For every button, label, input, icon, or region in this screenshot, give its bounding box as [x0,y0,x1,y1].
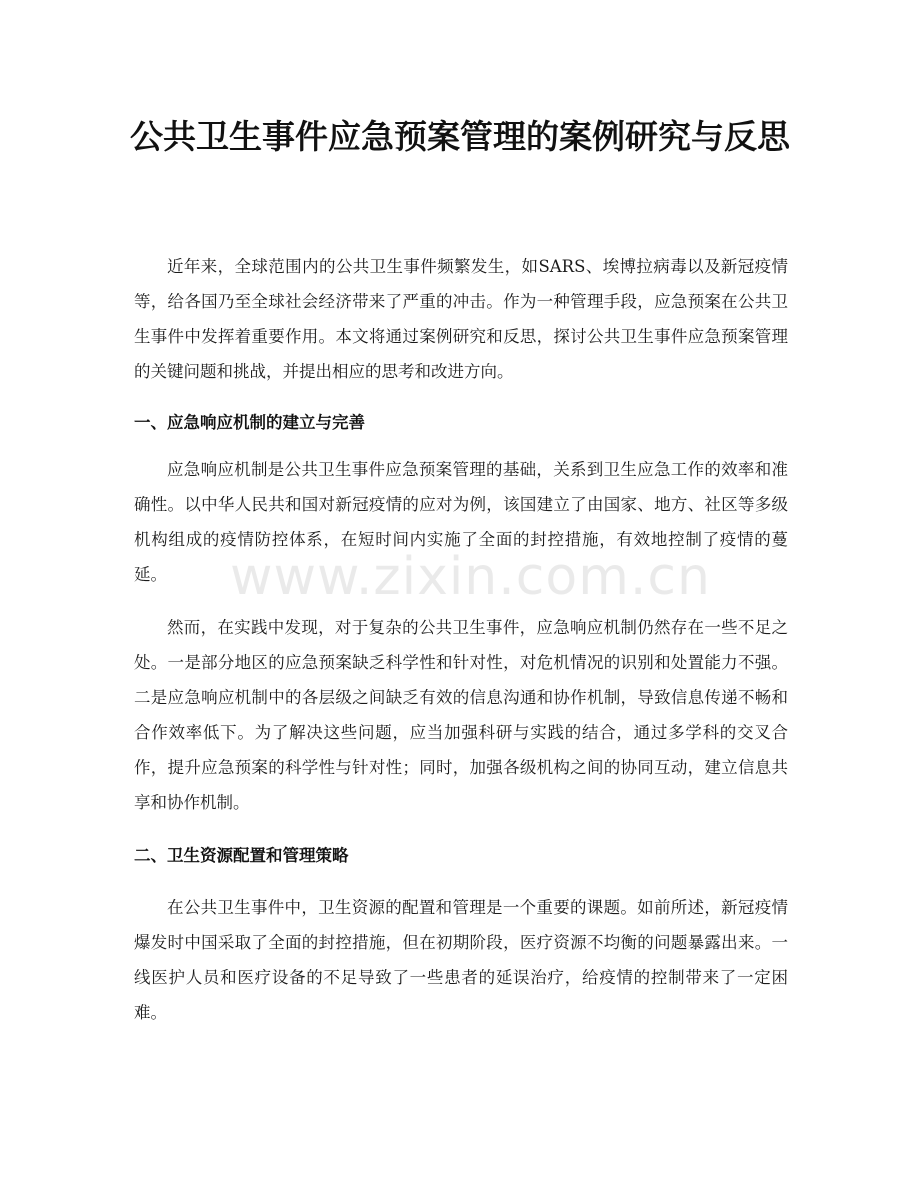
section-2-paragraph-1: 在公共卫生事件中，卫生资源的配置和管理是一个重要的课题。如前所述，新冠疫情爆发时中国采取了全面的封控措施，但在初期阶段，医疗资源不均衡的问题暴露出来。一线医护人员和医疗设备的不足导致了一些患者的延误治疗，给疫情的控制带来了一定困难。 [134,898,788,1022]
section-1-paragraph-1: 应急响应机制是公共卫生事件应急预案管理的基础，关系到卫生应急工作的效率和准确性。以中华人民共和国对新冠疫情的应对为例，该国建立了由国家、地方、社区等多级机构组成的疫情防控体系，在短时间内实施了全面的封控措施，有效地控制了疫情的蔓延。 [134,460,788,584]
section-1-heading: 一、应急响应机制的建立与完善 [134,413,365,432]
document-title: 公共卫生事件应急预案管理的案例研究与反思 [130,117,790,156]
section-2-heading: 二、卫生资源配置和管理策略 [134,846,349,865]
watermark-text: www.zixin.com.cn [230,547,711,607]
section-1-paragraph-2: 然而，在实践中发现，对于复杂的公共卫生事件，应急响应机制仍然存在一些不足之处。一是部分地区的应急预案缺乏科学性和针对性，对危机情况的识别和处置能力不强。二是应急响应机制中的各层级之间缺乏有效的信息沟通和协作机制，导致信息传递不畅和合作效率低下。为了解决这些问题，应当加强科研与实践的结合，通过多学科的交叉合作，提升应急预案的科学性与针对性；同时，加强各级机构之间的协同互动，建立信息共享和协作机制。 [134,618,788,812]
intro-paragraph: 近年来，全球范围内的公共卫生事件频繁发生，如SARS、埃博拉病毒以及新冠疫情等，给各国乃至全球社会经济带来了严重的冲击。作为一种管理手段，应急预案在公共卫生事件中发挥着重要作用。本文将通过案例研究和反思，探讨公共卫生事件应急预案管理的关键问题和挑战，并提出相应的思考和改进方向。 [134,257,788,381]
